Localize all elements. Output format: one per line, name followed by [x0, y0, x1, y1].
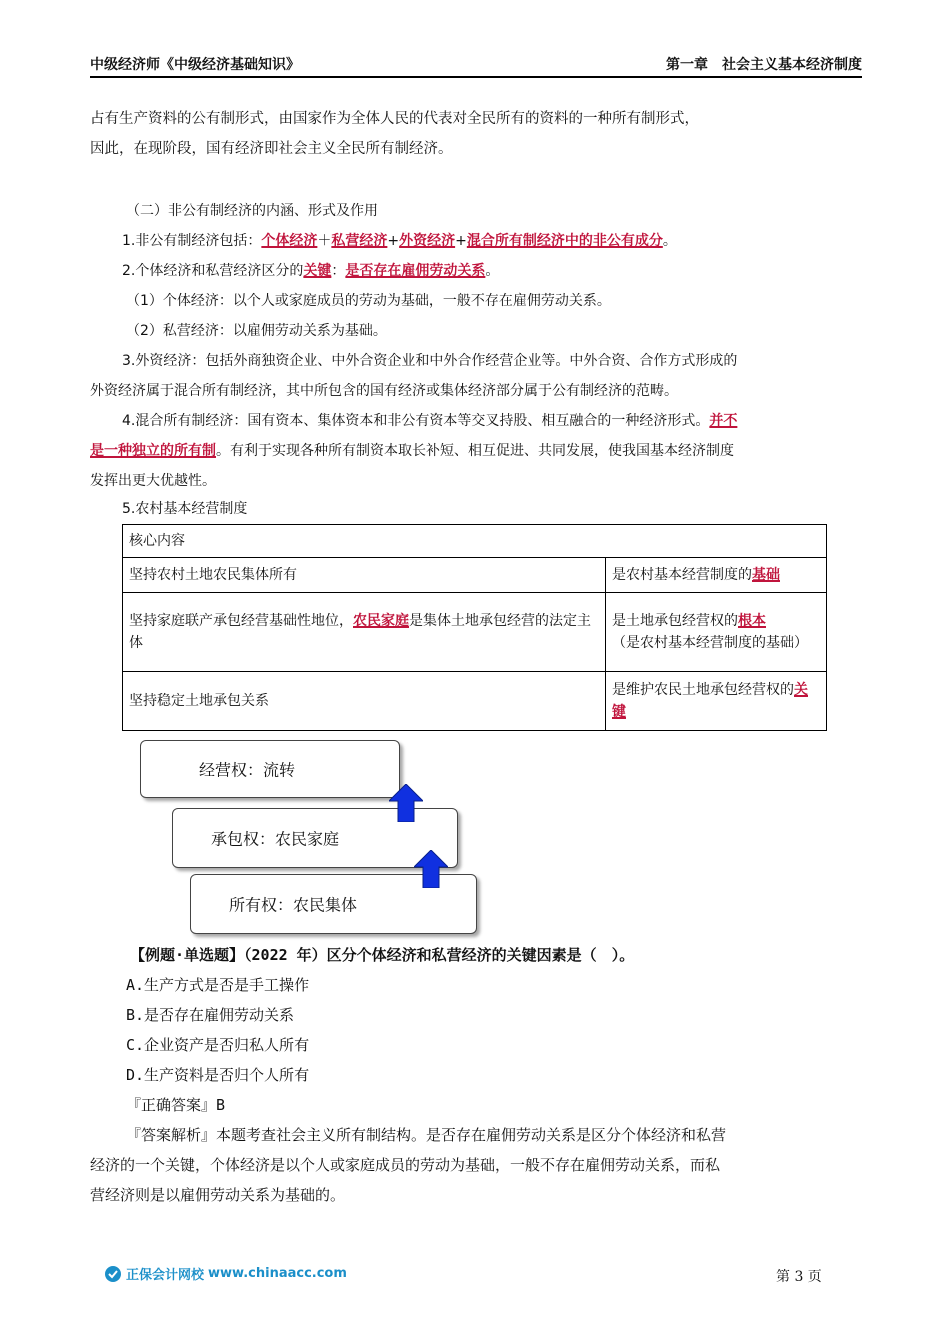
option-c: C.企业资产是否归私人所有: [126, 1036, 310, 1054]
item-3: [90, 346, 862, 406]
item-2: [122, 256, 894, 286]
cell-highlight: 基础: [752, 567, 780, 583]
table-cell-left: 坚持农村土地农民集体所有: [123, 558, 606, 593]
intro-paragraph: [90, 104, 862, 164]
item-4: [90, 406, 862, 496]
core-content-table: [122, 524, 827, 731]
item-1: [122, 226, 894, 256]
item-4-line-3: 发挥出更大优越性。: [90, 473, 216, 489]
question-stem: [130, 940, 870, 970]
item-2-end: 。: [485, 263, 500, 279]
item-3-line-2: 外资经济属于混合所有制经济，其中所包含的国有经济或集体经济部分属于公有制经济的范畴。: [90, 383, 678, 399]
table-cell-right: [606, 672, 827, 731]
cell-text: 是土地承包经营权的: [612, 613, 738, 629]
logo-text: 正保会计网校: [126, 1268, 205, 1283]
correct-answer: 『正确答案』B: [126, 1096, 226, 1114]
item-4-highlight-b: 是一种独立的所有制: [90, 443, 216, 459]
item-2-sub-1: （1）个体经济：以个人或家庭成员的劳动为基础，一般不存在雇佣劳动关系。: [126, 293, 611, 309]
page-number: 第 3 页: [776, 1269, 822, 1285]
logo-icon: [104, 1265, 122, 1283]
footer-logo[interactable]: [104, 1264, 347, 1283]
analysis-line-1: 『答案解析』本题考查社会主义所有制结构。是否存在雇佣劳动关系是区分个体经济和私营: [126, 1126, 727, 1144]
option-a: A.生产方式是否是手工操作: [126, 976, 310, 994]
item-1-end: 。: [662, 233, 677, 249]
option-b: B.是否存在雇佣劳动关系: [126, 1006, 295, 1024]
up-arrow-icon: [414, 850, 448, 888]
analysis-line-2: 经济的一个关键，个体经济是以个人或家庭成员的劳动为基础，一般不存在雇佣劳动关系，而私: [90, 1156, 721, 1174]
page-header: [90, 54, 862, 78]
table-row: [123, 593, 827, 672]
cell-highlight: 根本: [738, 613, 766, 629]
item-1-sep-2: +: [387, 233, 400, 249]
item-3-line-1: 3.外资经济：包括外商独资企业、中外合资企业和中外合作经营企业等。中外合资、合作方式形成的: [122, 353, 738, 369]
section-title: （二）非公有制经济的内涵、形式及作用: [126, 203, 378, 219]
header-chapter-title: 第一章 社会主义基本经济制度: [666, 57, 862, 73]
item-4-rest: 。有利于实现各种所有制资本取长补短、相互促进、共同发展，使我国基本经济制度: [216, 443, 734, 459]
cell-highlight: 农民家庭: [353, 613, 409, 629]
item-5-title: 5.农村基本经营制度: [122, 501, 248, 517]
question-stem-text: 【例题·单选题】（2022 年）区分个体经济和私营经济的关键因素是（ ）。: [130, 946, 635, 964]
cell-highlight: 关键: [612, 682, 808, 720]
table-cell-left: [123, 593, 606, 672]
item-1-highlight-3: 外资经济: [399, 233, 456, 249]
cell-text: 是集体土地承包经营的法定主体: [129, 613, 591, 651]
header-book-title: 中级经济师《中级经济基础知识》: [90, 57, 300, 73]
table-cell-right: [606, 593, 827, 672]
cell-text: 是农村基本经营制度的: [612, 567, 752, 583]
diagram-box-management-right: [140, 740, 400, 798]
table-cell-left: 坚持稳定土地承包关系: [123, 672, 606, 731]
item-1-sep-1: ＋: [317, 233, 332, 249]
item-2-colon: ：: [331, 263, 346, 279]
intro-line-2: 因此，在现阶段，国有经济即社会主义全民所有制经济。: [90, 141, 453, 157]
table-row: [123, 672, 827, 731]
logo-url: www.chinaacc.com: [208, 1266, 347, 1281]
item-2-highlight-2: 是否存在雇佣劳动关系: [345, 263, 486, 279]
item-4-prefix: 4.混合所有制经济：国有资本、集体资本和非公有资本等交叉持股、相互融合的一种经济形式。: [122, 413, 710, 429]
box-label: 经营权：流转: [199, 760, 296, 780]
table-header-row: [123, 525, 827, 558]
item-1-highlight-2: 私营经济: [331, 233, 388, 249]
item-2-prefix: 2.个体经济和私营经济区分的: [122, 263, 304, 279]
item-1-sep-3: +: [455, 233, 467, 249]
item-2-highlight-1: 关键: [303, 263, 332, 279]
cell-text: 是维护农民土地承包经营权的: [612, 682, 794, 698]
table-row: [123, 558, 827, 593]
item-4-highlight-a: 并不: [709, 413, 738, 429]
option-d: D.生产资料是否归个人所有: [126, 1066, 310, 1084]
cell-text: （是农村基本经营制度的基础）: [612, 635, 808, 651]
item-1-prefix: 1.非公有制经济包括：: [122, 233, 262, 249]
table-cell-right: [606, 558, 827, 593]
answer-analysis: [90, 1120, 870, 1210]
up-arrow-icon: [389, 784, 423, 822]
table-header-cell: 核心内容: [123, 525, 827, 558]
box-label: 所有权：农民集体: [229, 895, 358, 915]
cell-text: 坚持家庭联产承包经营基础性地位，: [129, 613, 353, 629]
item-1-highlight-4: 混合所有制经济中的非公有成分: [466, 233, 663, 249]
analysis-line-3: 营经济则是以雇佣劳动关系为基础的。: [90, 1186, 346, 1204]
box-label: 承包权：农民家庭: [211, 829, 340, 849]
item-2-sub-2: （2）私营经济：以雇佣劳动关系为基础。: [126, 323, 387, 339]
item-1-highlight-1: 个体经济: [261, 233, 318, 249]
intro-line-1: 占有生产资料的公有制形式，由国家作为全体人民的代表对全民所有的资料的一种所有制形式，: [90, 111, 699, 127]
